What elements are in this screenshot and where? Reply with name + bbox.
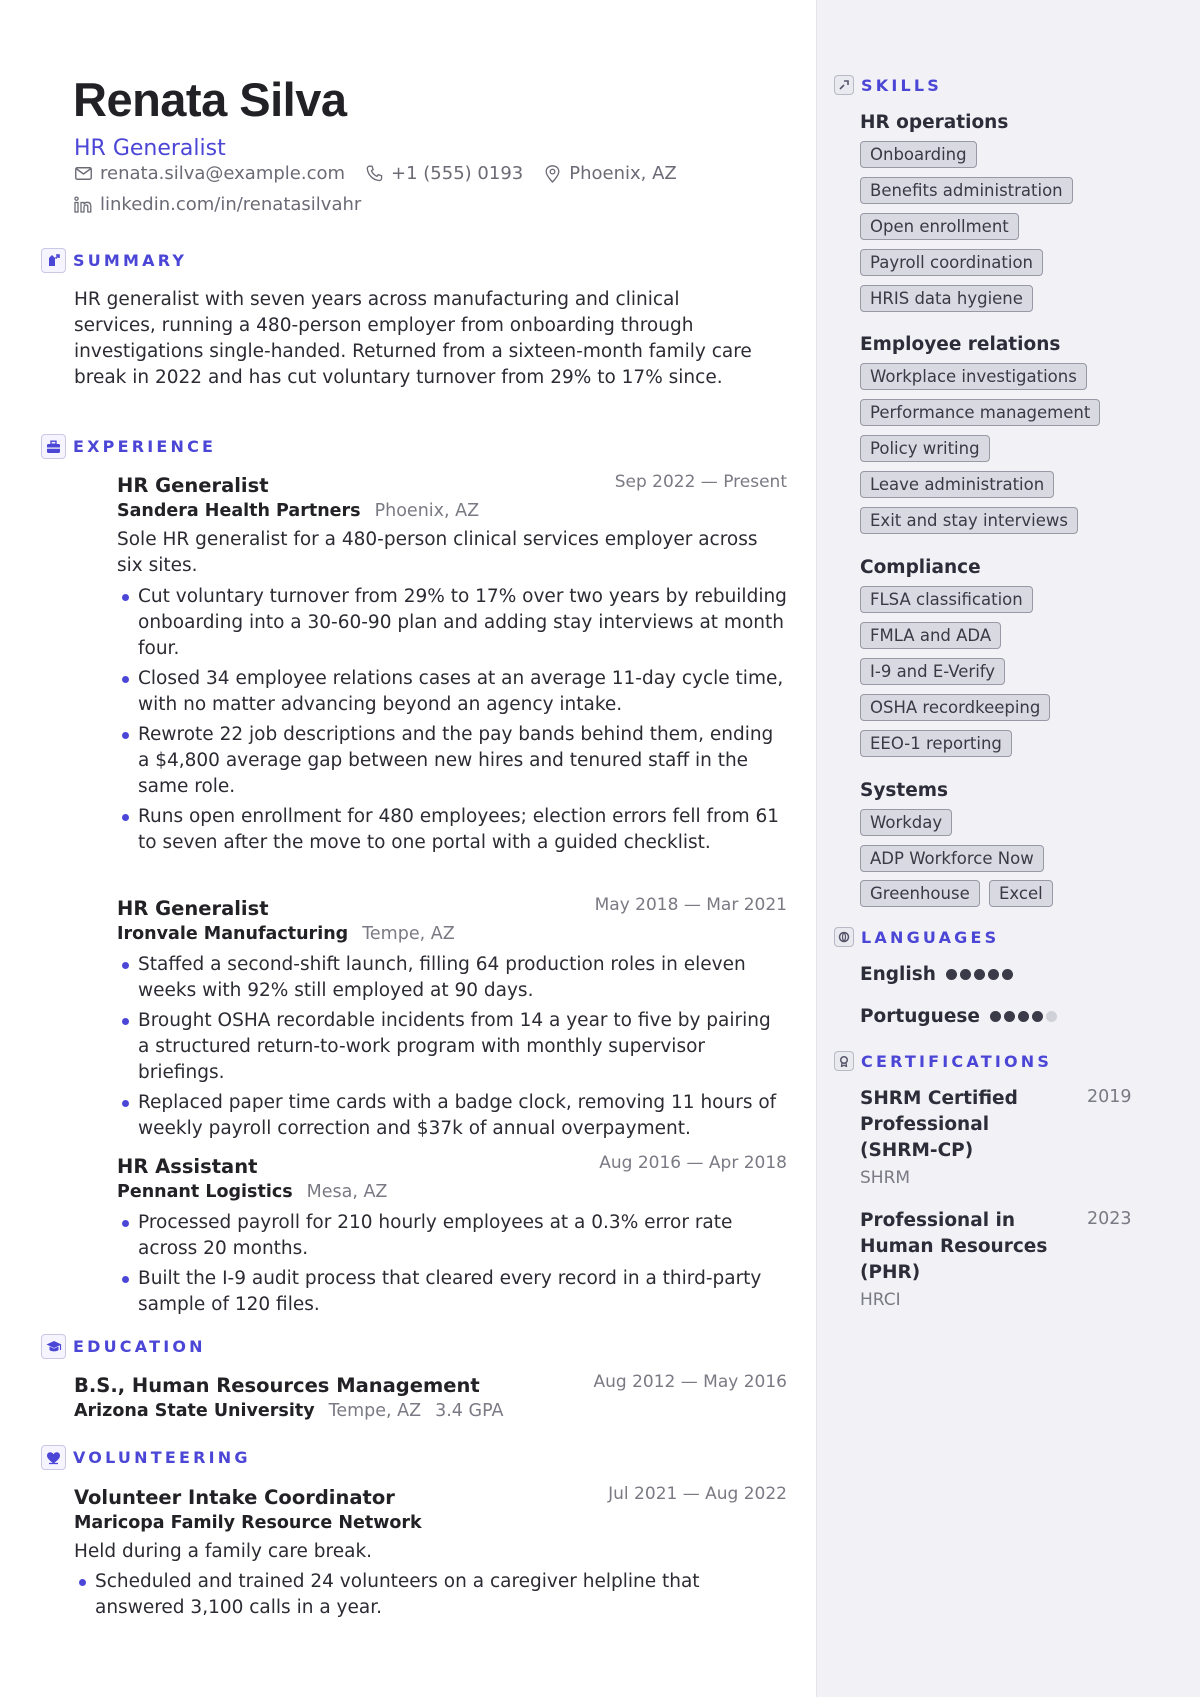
level-dot-empty [1046,1011,1057,1022]
contact-linkedin[interactable] [74,194,361,215]
skill-group-title: HR operations [860,112,1009,133]
skill-chip: EEO-1 reporting [860,730,1012,757]
bullet-item: Staffed a second-shift launch, filling 64 production roles in eleven weeks with 92% still employed at 90 days. [117,952,787,1004]
volunteer-title: Volunteer Intake Coordinator [74,1486,395,1509]
language-name: Portuguese [860,1006,980,1027]
gpa: 3.4 GPA [435,1401,504,1421]
cert-issuer: HRCI [860,1290,901,1310]
bullet-item: Scheduled and trained 24 volunteers on a caregiver helpline that answered 3,100 calls in a year. [74,1569,774,1621]
job-title: HR Generalist [117,897,269,920]
mail-icon [74,165,92,183]
bullet-item: Brought OSHA recordable incidents from 14 a year to five by pairing a structured return-to-work program with monthly supervisor briefings. [117,1008,787,1086]
skill-chip: Onboarding [860,141,977,168]
language-level-dots [990,1011,1060,1022]
languages-heading [834,927,999,947]
contact-phone[interactable] [365,163,523,184]
contact-location [543,163,677,184]
candidate-title: HR Generalist [74,136,226,161]
heart-hand-icon [41,1445,66,1470]
education-school [74,1401,503,1421]
job-bullets [117,1210,787,1322]
skills-heading [834,75,942,95]
bullet-item: Closed 34 employee relations cases at an average 11-day cycle time, with no matter advancing beyond an agency intake. [117,666,787,718]
skill-group-title: Systems [860,780,949,801]
job-bullets [117,952,787,1146]
level-dot-filled [1002,969,1013,980]
candidate-name: Renata Silva [73,73,347,126]
job-company: Sandera Health Partners [117,501,361,521]
job-company: Pennant Logistics [117,1182,293,1202]
language-name: English [860,964,936,985]
level-dot-filled [974,969,985,980]
job-location: Phoenix, AZ [374,501,480,521]
skill-chip: Workday [860,809,952,836]
skill-group-title: Employee relations [860,334,1061,355]
volunteering-title: VOLUNTEERING [73,1448,251,1467]
phone-icon [365,165,383,183]
school-name: Arizona State University [74,1401,315,1421]
level-dot-filled [1032,1011,1043,1022]
school-location: Tempe, AZ [328,1401,422,1421]
briefcase-icon [41,434,66,459]
job-location: Tempe, AZ [362,924,455,944]
job-dates: Aug 2016 — Apr 2018 [599,1153,787,1173]
education-title: EDUCATION [73,1337,206,1356]
skill-chip: Excel [989,880,1053,907]
job-org [117,501,479,521]
skill-chip: OSHA recordkeeping [860,694,1050,721]
linkedin-text: linkedin.com/in/renatasilvahr [100,194,362,215]
bullet-item: Runs open enrollment for 480 employees; election errors fell from 61 to seven after the move to one portal with a guided checklist. [117,804,787,856]
skills-icon [834,75,854,95]
job-org [117,1182,387,1202]
job-bullets [117,584,787,860]
cert-name: SHRM Certified Professional (SHRM-CP) [860,1088,1018,1161]
contact-row-2 [74,194,381,215]
summary-heading [41,248,187,273]
cert-name: Professional in Human Resources (PHR) [860,1210,1048,1283]
level-dot-filled [946,969,957,980]
languages-title: LANGUAGES [861,927,1000,947]
skill-chip: Greenhouse [860,880,980,907]
volunteer-org-name: Maricopa Family Resource Network [74,1513,422,1533]
level-dot-filled [1018,1011,1029,1022]
skill-chip: Exit and stay interviews [860,507,1078,534]
level-dot-filled [1004,1011,1015,1022]
skill-chip: Payroll coordination [860,249,1043,276]
language-item [860,964,1016,985]
experience-title: EXPERIENCE [73,437,217,456]
job-company: Ironvale Manufacturing [117,924,349,944]
language-item [860,1006,1060,1027]
language-level-dots [946,969,1016,980]
job-org [117,924,455,944]
level-dot-filled [988,969,999,980]
languages-icon [834,927,854,947]
job-dates: Sep 2022 — Present [614,472,787,492]
level-dot-filled [960,969,971,980]
skills-title: SKILLS [861,75,942,95]
level-dot-filled [990,1011,1001,1022]
job-title: HR Generalist [117,474,269,497]
skill-chip: Benefits administration [860,177,1073,204]
bullet-item: Processed payroll for 210 hourly employees at a 0.3% error rate across 20 months. [117,1210,787,1262]
certifications-title: CERTIFICATIONS [861,1051,1053,1071]
education-heading [41,1334,206,1359]
certifications-heading [834,1051,1052,1071]
degree-title: B.S., Human Resources Management [74,1374,480,1397]
volunteer-description: Held during a family care break. [74,1541,373,1562]
summary-title: SUMMARY [73,251,188,270]
bullet-item: Replaced paper time cards with a badge clock, removing 11 hours of weekly payroll correction and $37k of annual overpayment. [117,1090,787,1142]
linkedin-icon [74,196,92,214]
phone-text: +1 (555) 0193 [391,163,524,184]
location-text: Phoenix, AZ [569,163,677,184]
skill-group-title: Compliance [860,557,981,578]
skill-chip: ADP Workforce Now [860,845,1044,872]
skill-chip: Policy writing [860,435,990,462]
skill-chip: HRIS data hygiene [860,285,1033,312]
bullet-item: Cut voluntary turnover from 29% to 17% over two years by rebuilding onboarding into a 30-60-90 plan and adding stay interviews at month four. [117,584,787,662]
bullet-item: Built the I-9 audit process that cleared every record in a third-party sample of 120 files. [117,1266,787,1318]
skill-chip: Performance management [860,399,1100,426]
skill-chip: FLSA classification [860,586,1033,613]
graduation-cap-icon [41,1334,66,1359]
volunteer-dates: Jul 2021 — Aug 2022 [608,1484,787,1504]
contact-row [74,163,697,184]
contact-email[interactable] [74,163,345,184]
skill-chip: Workplace investigations [860,363,1087,390]
skill-chip: Open enrollment [860,213,1019,240]
job-title: HR Assistant [117,1155,258,1178]
certificate-icon [834,1051,854,1071]
volunteering-heading [41,1445,251,1470]
cert-year: 2019 [1087,1087,1132,1107]
volunteer-org [74,1513,422,1533]
education-dates: Aug 2012 — May 2016 [593,1372,787,1392]
skill-chip: I-9 and E-Verify [860,658,1005,685]
cert-issuer: SHRM [860,1168,911,1188]
experience-heading [41,434,216,459]
cert-year: 2023 [1087,1209,1132,1229]
email-text: renata.silva@example.com [100,163,346,184]
job-location: Mesa, AZ [306,1182,388,1202]
volunteer-bullets [74,1569,774,1625]
bullet-item: Rewrote 22 job descriptions and the pay bands behind them, ending a $4,800 average gap between new hires and tenured staff in the same role. [117,722,787,800]
skill-chip: FMLA and ADA [860,622,1001,649]
summary-icon [41,248,66,273]
job-description: Sole HR generalist for a 480-person clinical services employer across six sites. [117,529,758,576]
skill-chip: Leave administration [860,471,1054,498]
job-dates: May 2018 — Mar 2021 [594,895,787,915]
location-pin-icon [543,165,561,183]
summary-text: HR generalist with seven years across manufacturing and clinical services, running a 480-person employer from onboarding through investigations single-handed. Returned from a sixteen-month family care break in 2022 and has cut voluntary turnover from 29% to 17% since. [74,289,752,388]
